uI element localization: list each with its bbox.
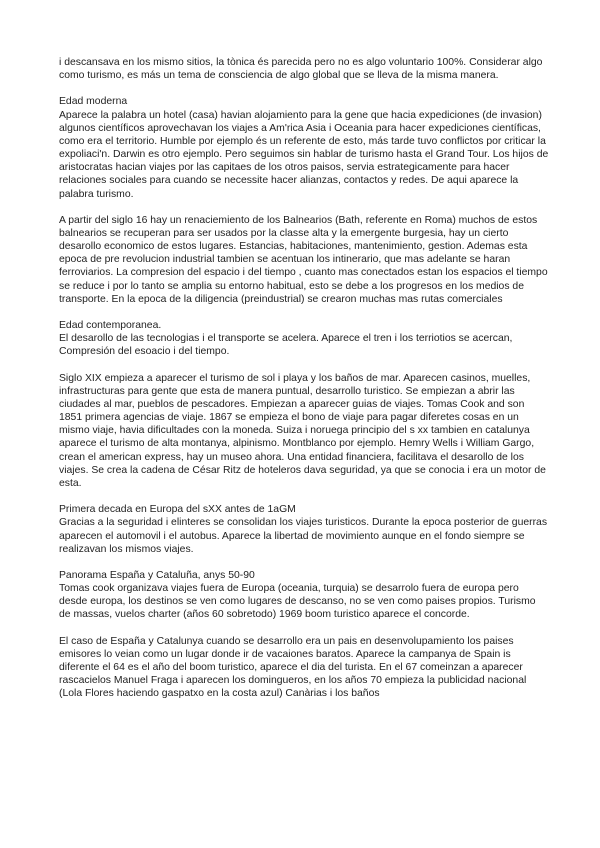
paragraph: Aparece la palabra un hotel (casa) havian alojamiento para la gene que hacia expediciones (de invasion) algunos científicos aprovechavan los viajes a Am'rica Asia i Oceania para hacer expediciones científicas, como era el territorio. Humble por ejemplo és un referente de esto, más tarde tuvo conflictos por criticar la expoliaci'n. Darwin es otro ejemplo. Pero seguimos sin hablar de turismo hasta el Grand Tour. Los hijos de aristocratas hacian viajes por las capitaes de los otros paisos, servia estrategicamente para hacer relaciones sociales para cuando se necessite hacer alianzas, contactos y redes. De aqui aparece la palabra turismo. (59, 109, 549, 200)
section-siglo-xix (59, 372, 549, 490)
document-page (59, 56, 549, 714)
paragraph: El caso de España y Catalunya cuando se desarrollo era un pais en desenvolupamiento los paises emisores lo veian como un lugar donde ir de vacaiones baratos. Aparece la campanya de Spain is diferente el 64 es el año del boom turistico, aparece el dia del turista. En el 67 comeinzan a aparecer rascacielos Manuel Fraga i aparecen los domingueros, en los años 70 empieza la publicidad nacional (Lola Flores haciendo gaspatxo en la costa azul) Canàrias i los baños (59, 635, 527, 700)
section-heading: Edad contemporanea. (59, 320, 162, 332)
section-edad-moderna (59, 95, 549, 200)
section-panorama-espana (59, 569, 549, 622)
section-heading: Panorama España y Cataluña, anys 50-90 (59, 570, 255, 581)
section-edad-contemporanea (59, 319, 549, 358)
paragraph: Siglo XIX empieza a aparecer el turismo de sol i playa y los baños de mar. Aparecen casinos, muelles, infrastructuras para gente que esta de manera puntual, desarrollo turistico. Se empiezan a abrir las ciudades al mar, pueblos de pescadores. Empiezan a aparecer guias de viajes. Tomas Cook and son 1851 primera agencias de viaje. 1867 se empieza el bono de viaje para pagar diferetes cosas en un mismo viaje, havia dificultades con la moneda. Suiza i noruega principio del s xx tambien en catalunya aparece el turismo de alta montanya, alpinismo. Montblanco por ejemplo. Hemry Wells i William Gargo, crean el american express, hay un museo ahora. Una entidad financiera, facilitava el desarollo de los viajes. Se crea la cadena de César Ritz de hoteleros dava seguridad, ya que se conocia i era un motor de esta. (59, 372, 546, 489)
section-heading: Primera decada en Europa del sXX antes de 1aGM (59, 504, 296, 516)
paragraph: Tomas cook organizava viajes fuera de Europa (oceania, turquia) se desarrolo fuera de europa pero desde europa, los destinos se ven como lugares de descanso, no se ven como paises propios. Turismo de massas, vuelos charter (años 60 sobretodo) 1969 boom turistico aparece el concorde. (59, 583, 536, 621)
paragraph: El desarollo de las tecnologias i el transporte se acelera. Aparece el tren i los terriotios se acercan, Compresión del esoacio i del tiempo. (59, 333, 513, 358)
section-intro-continuation (59, 56, 549, 82)
paragraph: A partir del siglo 16 hay un renaciemiento de los Balnearios (Bath, referente en Roma) muchos de estos balnearios se recuperan para ser usados por la classe alta y la emergente burgesia, hay un cierto desarollo economico de estos lugares. Estancias, habitaciones, mantenimiento, gestion. Ademas esta epoca de pre revolucion industrial tambien se acentuan los intinerario, que mas adelante se haran ferroviarios. La compresion del espacio i del tiempo , cuanto mas conectados estan los espacios el tiempo se reduce i por lo tanto se amplia su entorno habitual, esto se debe a los progresos en los medios de transporte. En la epoca de la diligencia (preindustrial) se crearon muchas mas rutas comerciales (59, 214, 548, 305)
section-caso-espana (59, 635, 549, 701)
section-primera-decada (59, 503, 549, 556)
paragraph: Gracias a la seguridad i elinteres se consolidan los viajes turisticos. Durante la epoca posterior de guerras aparecen el automovil i el autobus. Aparece la libertad de movimiento aunque en el fondo siempre se realizavan los mismos viajes. (59, 517, 548, 555)
paragraph: i descansava en los mismo sitios, la tònica és parecida pero no es algo voluntario 100%. Considerar algo como turismo, es más un tema de consciencia de algo global que se lleva de la misma manera. (59, 57, 543, 82)
section-balnearios (59, 214, 549, 306)
section-heading: Edad moderna (59, 96, 128, 108)
